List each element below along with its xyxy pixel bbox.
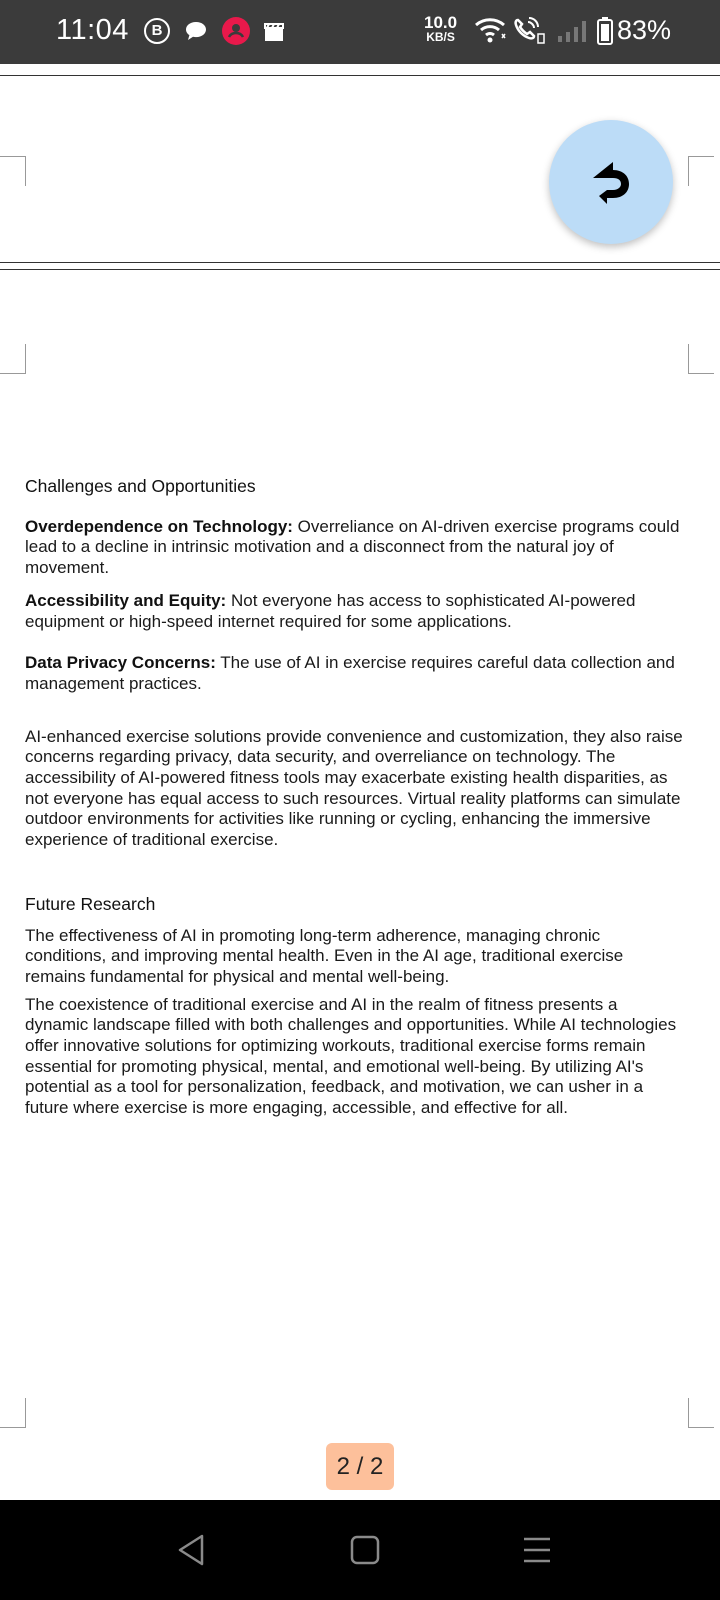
signal-icon [556,18,590,49]
wifi-icon [474,16,508,49]
red-profile-icon [222,17,250,45]
status-bar [0,0,720,64]
chat-bubble-icon [184,20,208,47]
clock-time: 11:04 [56,14,129,46]
chat-assistant-button[interactable] [549,120,673,244]
net-speed-value: 10.0 [424,13,458,32]
paragraph-body: Overreliance on AI-driven exercise programs could lead to a decline in intrinsic motivation and a disconnect from the natural joy of movement. [25,516,680,578]
page-top-edge [0,75,720,76]
page-divider-line [0,262,720,263]
clapperboard-icon [262,20,286,49]
document-content [25,476,685,1119]
crop-mark-bottom-left [0,344,26,374]
home-icon[interactable] [348,1532,382,1573]
paragraph-data-privacy [25,653,685,694]
crop-mark-bottom-right [688,1398,714,1428]
paragraph-ai-enhanced: AI-enhanced exercise solutions provide convenience and customization, they also raise concerns regarding privacy, data security, and overreliance on technology. The accessibility of AI-powered fitness tools may exacerbate existing health disparities, as not everyone has equal access to such resources. Virtual reality platforms can simulate outdoor environments for activities like running or cycling, enhancing the immersive experience of traditional exercise. [25,726,683,850]
paragraph-lead: Overdependence on Technology: [25,516,293,536]
wifi-call-icon [512,16,546,51]
net-speed-unit: KB/S [426,30,455,44]
section-heading: Future Research [25,893,156,914]
paragraph-overdependence [25,517,685,579]
paragraph-body: Not everyone has access to sophisticated AI-powered equipment or high-speed internet required for some applications. [25,590,636,631]
back-icon[interactable] [174,1532,208,1573]
paragraph-accessibility [25,591,685,632]
paragraph-lead: Accessibility and Equity: [25,590,227,610]
net-speed [424,15,457,45]
recents-icon[interactable] [520,1532,554,1573]
section-heading: Challenges and Opportunities [25,476,256,496]
crop-mark-top-right [688,156,714,186]
paragraph-effectiveness: The effectiveness of AI in promoting long-term adherence, managing chronic conditions, and improving mental health. Even in the AI age, traditional exercise remains fundamental for physical and mental well-being. [25,925,624,986]
paragraph-body: The use of AI in exercise requires careful data collection and management practices. [25,653,675,693]
navigation-bar [0,1500,720,1600]
chat-assistant-icon [587,156,635,206]
paragraph-lead: Data Privacy Concerns: [25,653,216,673]
page-divider-line [0,269,720,270]
page-indicator: 2 / 2 [326,1443,394,1490]
b-icon: B [144,18,170,44]
battery-icon [596,16,614,51]
crop-mark-top-left [0,156,26,186]
paragraph-coexistence: The coexistence of traditional exercise and AI in the realm of fitness presents a dynamic landscape filled with both challenges and opportunities. While AI technologies offer innovative solutions for optimizing workouts, traditional exercise forms remain essential for promoting physical, mental, and emotional well-being. By utilizing AI's potential as a tool for personalization, feedback, and motivation, we can usher in a future where exercise is more engaging, accessible, and effective for all. [25,994,677,1118]
battery-percentage: 83% [617,15,672,45]
crop-mark-bottom-right [688,344,714,374]
crop-mark-bottom-left [0,1398,26,1428]
